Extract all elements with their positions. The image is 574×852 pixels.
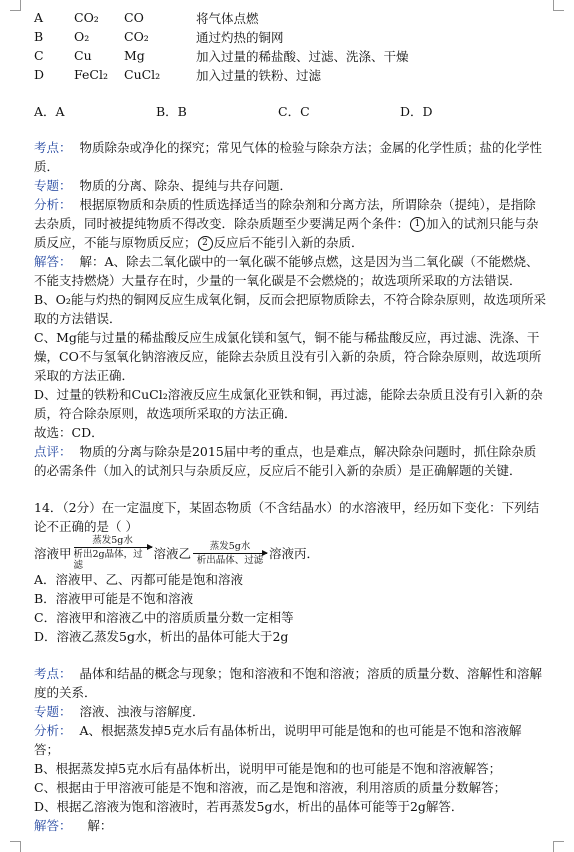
zhuanti-label: 专题： — [34, 178, 72, 193]
dianping-text: 物质的分离与除杂是2015届中考的重点，也是难点，解决除杂问题时，抓住除杂质的必需条件（加入的试剂只与杂质反应，反应后不能引入新的杂质）是正确解题的关键． — [34, 444, 537, 478]
option-letter: A — [34, 10, 44, 25]
arrow-1-bottom-label: 析出2g晶体，过滤 — [73, 549, 143, 571]
q14-fenxi-b: B、根据蒸发掉5克水后有晶体析出，说明甲可能是饱和的也可能是不饱和溶液解答； — [34, 761, 502, 776]
q14-fenxi — [34, 721, 546, 759]
option-method: 加入过量的铁粉、过滤 — [196, 67, 322, 83]
process-arrow-2 — [193, 541, 267, 566]
process-arrow-1 — [74, 535, 152, 571]
crop-mark-top-left — [10, 0, 21, 11]
jieda-text-a: 解：A、除去二氧化碳中的一氧化碳不能够点燃，这是因为当二氧化碳（不能燃烧、不能支持燃烧）大量存在时，少量的一氧化碳是不会燃烧的；故选项所采取的方法错误． — [34, 254, 539, 288]
table-row — [34, 65, 409, 84]
q13-kaodian — [34, 138, 546, 176]
option-substance: O₂ — [74, 29, 90, 44]
arrow-2-top-label: 蒸发5g水 — [209, 540, 251, 552]
solution-yi: 溶液乙 — [153, 546, 192, 561]
q13-dianping — [34, 442, 546, 480]
q14-option-d: D．溶液乙蒸发5g水，析出的晶体可能大于2g — [34, 629, 289, 644]
kaodian-label: 考点： — [34, 666, 72, 681]
crop-mark-bottom-left — [10, 841, 21, 852]
option-substance: CO₂ — [74, 10, 99, 25]
q13-fenxi — [34, 195, 546, 252]
table-row — [34, 46, 409, 65]
dianping-label: 点评： — [34, 444, 72, 459]
fenxi-text-3: 反应后不能引入新的杂质． — [213, 235, 364, 250]
circled-number-2: 2 — [198, 236, 213, 251]
q14-option-b: B．溶液甲可能是不饱和溶液 — [34, 591, 194, 606]
choice-b: B．B — [156, 104, 187, 119]
option-letter: D — [34, 67, 45, 82]
fenxi-text: 根据原物质和杂质的性质选择适当的除杂剂和分离方法，所谓除杂（提纯），是指除去杂质，同时被提纯物质不得改变．除杂质题至少要满足两个条件： — [34, 197, 536, 231]
crop-mark-bottom-right — [553, 841, 564, 852]
zhuanti-text: 物质的分离、除杂、提纯与共存问题． — [79, 178, 292, 193]
fenxi-label: 分析： — [34, 197, 72, 212]
choice-c: C．C — [278, 104, 310, 119]
solution-bing: 溶液丙． — [269, 546, 320, 561]
choice-a: A．A — [34, 104, 65, 119]
q14-fenxi-d: D、根据乙溶液为饱和溶液时，若再蒸发5g水，析出的晶体可能等于2g解答． — [34, 799, 464, 814]
option-letter: C — [34, 48, 44, 63]
q14-zhuanti — [34, 702, 546, 721]
fenxi-text: A、根据蒸发掉5克水后有晶体析出，说明甲可能是饱和的也可能是不饱和溶液解答； — [34, 723, 522, 757]
option-method: 加入过量的稀盐酸、过滤、洗涤、干燥 — [196, 48, 409, 64]
choice-d: D．D — [400, 104, 433, 119]
q13-answer-choices — [34, 102, 546, 120]
q14-process-chain — [34, 536, 546, 570]
option-impurity: Mg — [124, 48, 145, 63]
zhuanti-text: 溶液、浊液与溶解度． — [79, 704, 205, 719]
option-substance: Cu — [74, 48, 92, 63]
q14-kaodian — [34, 664, 546, 702]
q13-zhuanti — [34, 176, 546, 195]
option-method: 将气体点燃 — [196, 10, 259, 26]
q14-option-a: A．溶液甲、乙、丙都可能是饱和溶液 — [34, 572, 244, 587]
arrow-1-top-label: 蒸发5g水 — [92, 535, 133, 546]
q14-stem: 14．（2分）在一定温度下，某固态物质（不含结晶水）的水溶液甲，经历如下变化：下列结论不正确的是（ ） — [34, 500, 540, 534]
option-method: 通过灼热的铜网 — [196, 29, 284, 45]
fenxi-text-2: 加入的试剂只能与杂质反应，不能与原物质反应； — [34, 216, 539, 250]
fenxi-label: 分析： — [34, 723, 72, 738]
q13-options-table — [34, 8, 409, 84]
q13-jieda-c: C、Mg能与过量的稀盐酸反应生成氯化镁和氢气，铜不能与稀盐酸反应，再过滤、洗涤、干燥，CO不与氢氧化钠溶液反应，能除去杂质且没有引入新的杂质，符合除杂原则，故选项所采取的方法正确． — [34, 330, 542, 383]
arrow-1-line — [74, 547, 152, 548]
option-impurity: CO₂ — [124, 29, 149, 44]
q13-jieda-b: B、O₂能与灼热的铜网反应生成氧化铜，反而会把原物质除去，不符合除杂原则，故选项所采取的方法错误． — [34, 292, 546, 326]
kaodian-text: 晶体和结晶的概念与现象；饱和溶液和不饱和溶液；溶质的质量分数、溶解性和溶解度的关系． — [34, 666, 542, 700]
option-impurity: CO — [124, 10, 144, 25]
crop-mark-top-right — [553, 0, 564, 11]
jieda-label: 解答： — [34, 254, 72, 269]
q14-fenxi-c: C、根据由于甲溶液可能是不饱和溶液，而乙是饱和溶液，利用溶质的质量分数解答； — [34, 780, 507, 795]
q13-jieda-d: D、过量的铁粉和CuCl₂溶液反应生成氯化亚铁和铜，再过滤，能除去杂质且没有引入新的杂质，符合除杂原则，故选项所采取的方法正确． — [34, 387, 543, 421]
document-page — [34, 0, 546, 835]
option-substance: FeCl₂ — [74, 67, 108, 82]
q14-jieda — [34, 816, 546, 835]
option-letter: B — [34, 29, 44, 44]
jieda-text: 解： — [87, 818, 113, 833]
zhuanti-label: 专题： — [34, 704, 72, 719]
kaodian-label: 考点： — [34, 140, 72, 155]
jieda-label: 解答： — [34, 818, 72, 833]
option-impurity: CuCl₂ — [124, 67, 161, 82]
circled-number-1: 1 — [410, 217, 425, 232]
q13-jieda — [34, 252, 546, 290]
solution-jia: 溶液甲 — [34, 546, 72, 561]
q14-option-c: C．溶液甲和溶液乙中的溶质质量分数一定相等 — [34, 610, 294, 625]
arrow-2-bottom-label: 析出晶体、过滤 — [196, 554, 264, 566]
table-row — [34, 27, 409, 46]
q13-answer: 故选：CD． — [34, 425, 104, 440]
table-row — [34, 8, 409, 27]
arrow-2-line — [193, 553, 267, 554]
kaodian-text: 物质除杂或净化的探究；常见气体的检验与除杂方法；金属的化学性质；盐的化学性质． — [34, 140, 542, 174]
